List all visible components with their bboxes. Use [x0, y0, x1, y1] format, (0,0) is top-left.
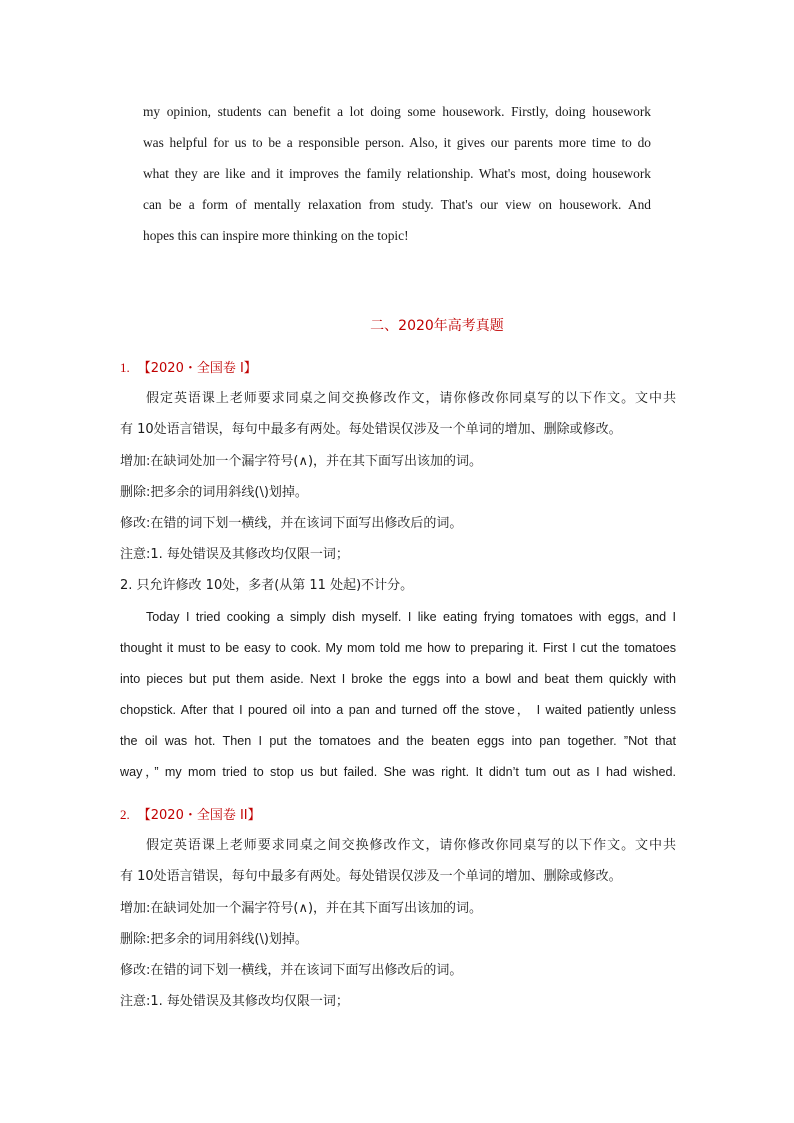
essay-excerpt — [143, 99, 651, 254]
instruction-line: 2. 只允许修改 10处，多者(从第 11 处起)不计分。 — [120, 578, 414, 594]
instruction-line: 有 10处语言错误，每句中最多有两处。每处错误仅涉及一个单词的增加、删除或修改。 — [120, 422, 622, 438]
question-number: 2. — [120, 807, 130, 822]
question-2-header — [120, 799, 676, 830]
passage-line: the oil was hot. Then I put the tomatoes and the beaten eggs into pan together. ”Not that — [120, 734, 676, 749]
section-title: 二、2020年高考真题 — [370, 318, 504, 334]
passage-line: thought it must to be easy to cook. My mom told me how to preparing it. First I cut the tomatoes — [120, 640, 676, 655]
instruction-line: 删除:把多余的词用斜线(\)划掉。 — [120, 484, 308, 500]
essay-line: hopes this can inspire more thinking on the topic! — [143, 228, 409, 243]
passage-line: Today I tried cooking a simply dish myself. I like eating frying tomatoes with eggs, and I — [146, 609, 676, 624]
essay-line: my opinion, students can benefit a lot doing some housework. Firstly, doing housework — [143, 104, 651, 119]
passage-line: into pieces but put them aside. Next I broke the eggs into a bowl and beat them quickly with — [120, 671, 676, 686]
essay-line: what they are like and it improves the family relationship. What's most, doing housework — [143, 166, 651, 181]
instruction-line: 注意:1. 每处错误及其修改均仅限一词； — [120, 994, 349, 1010]
instruction-line: 有 10处语言错误，每句中最多有两处。每处错误仅涉及一个单词的增加、删除或修改。 — [120, 869, 622, 885]
instruction-line: 删除:把多余的词用斜线(\)划掉。 — [120, 931, 308, 947]
instruction-line: 假定英语课上老师要求同桌之间交换修改作文，请你修改你同桌写的以下作文。文中共 — [146, 391, 676, 407]
instruction-line: 增加:在缺词处加一个漏字符号(∧)，并在其下面写出该加的词。 — [120, 900, 483, 916]
question-source-tag: 【2020・全国卷 I】 — [137, 361, 257, 376]
question-source-tag: 【2020・全国卷 II】 — [137, 808, 261, 823]
instruction-line: 修改:在错的词下划一横线，并在该词下面写出修改后的词。 — [120, 962, 463, 978]
question-2 — [120, 799, 676, 1017]
essay-line: was helpful for us to be a responsible person. Also, it gives our parents more time to do — [143, 135, 651, 150]
question-number: 1. — [120, 360, 130, 375]
question-1-header — [120, 352, 676, 383]
instruction-line: 假定英语课上老师要求同桌之间交换修改作文，请你修改你同桌写的以下作文。文中共 — [146, 838, 676, 854]
passage-line: way，” my mom tried to stop us but failed. She was right. It didn’t tum out as I had wished. — [120, 765, 676, 780]
passage-line: chopstick. After that I poured oil into a pan and turned off the stove， I waited patiently unless — [120, 703, 676, 718]
instruction-line: 增加:在缺词处加一个漏字符号(∧)，并在其下面写出该加的词。 — [120, 453, 483, 469]
question-1 — [120, 352, 676, 789]
essay-line: can be a form of mentally relaxation from study. That's our view on housework. And — [143, 197, 651, 212]
instruction-line: 修改:在错的词下划一横线，并在该词下面写出修改后的词。 — [120, 515, 463, 531]
instruction-line: 注意:1. 每处错误及其修改均仅限一词； — [120, 547, 349, 563]
